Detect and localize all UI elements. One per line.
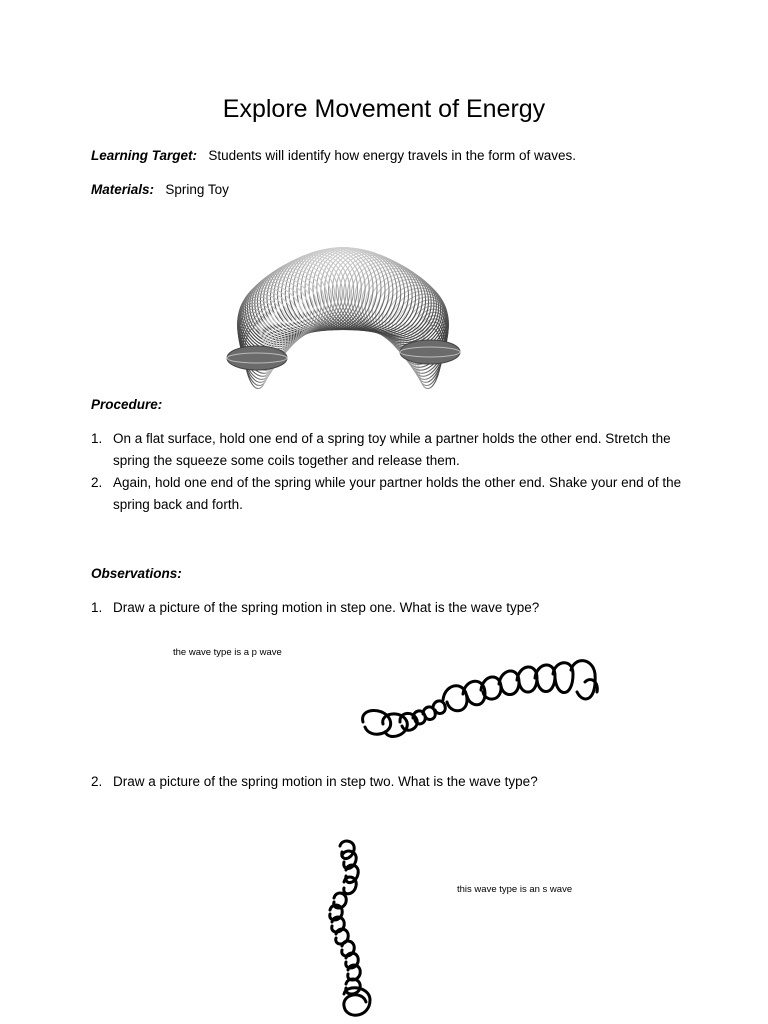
answer-2-text: this wave type is an s wave (457, 884, 573, 895)
procedure-step-text: Again, hold one end of the spring while your partner holds the other end. Shake your end of the spring back and forth. (113, 475, 682, 512)
procedure-list (91, 428, 691, 516)
materials-label: Materials: (91, 182, 155, 197)
s-wave-drawing (320, 838, 380, 1024)
observation-question-1: 1. Draw a picture of the spring motion in step one. What is the wave type? (91, 600, 540, 615)
spring-toy-image (225, 212, 465, 382)
observation-question-2: 2. Draw a picture of the spring motion in step two. What is the wave type? (91, 774, 538, 789)
answer-1-text: the wave type is a p wave (173, 647, 282, 658)
procedure-step: 2. Again, hold one end of the spring while your partner holds the other end. Shake your end of the spring back and forth. (91, 475, 682, 512)
learning-target-label: Learning Target: (91, 148, 198, 163)
learning-target (91, 148, 576, 163)
question-text: Draw a picture of the spring motion in step two. What is the wave type? (113, 774, 538, 789)
procedure-step: 1. On a flat surface, hold one end of a spring toy while a partner holds the other end. Stretch the spring the squeeze some coils together and release them. (91, 431, 671, 468)
page-title: Explore Movement of Energy (222, 95, 546, 123)
observations-heading: Observations: (91, 566, 182, 581)
procedure-heading: Procedure: (91, 397, 163, 412)
p-wave-drawing (355, 652, 605, 747)
question-text: Draw a picture of the spring motion in step one. What is the wave type? (113, 600, 540, 615)
procedure-step-text: On a flat surface, hold one end of a spring toy while a partner holds the other end. Stretch the spring the squeeze some coils together and release them. (113, 431, 671, 468)
learning-target-text: Students will identify how energy travels in the form of waves. (208, 148, 576, 163)
materials (91, 182, 229, 197)
materials-text: Spring Toy (165, 182, 229, 197)
